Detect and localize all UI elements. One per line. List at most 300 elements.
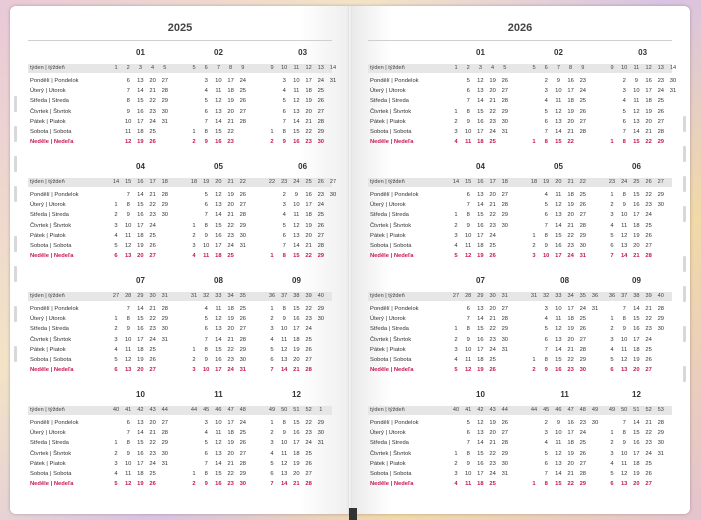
week-label: týden | týždeň [30, 293, 65, 299]
date-cell: 14 [215, 460, 222, 467]
date-cell: 29 [657, 192, 665, 198]
date-cell: 15 [633, 430, 640, 437]
page-edge-tab [683, 256, 686, 272]
date-cell: 3 [114, 460, 118, 467]
date-cell: 15 [477, 212, 484, 219]
date-cell: 3 [454, 129, 458, 135]
weekday-label: Středa | Streda [370, 326, 409, 333]
date-cell: 9 [622, 202, 626, 209]
date-cell: 27 [645, 243, 652, 249]
date-cell: 16 [137, 450, 144, 457]
date-cell: 1 [270, 420, 274, 426]
weekday-label: Pátek | Piatok [370, 232, 406, 239]
sunday-date: 5 [454, 367, 458, 374]
date-cell: 16 [215, 357, 222, 363]
date-cell: 14 [137, 88, 144, 95]
date-cell: 10 [124, 336, 132, 343]
date-cell: 18 [633, 346, 640, 353]
date-cell: 6 [544, 460, 548, 467]
date-cell: 22 [149, 202, 156, 209]
date-cell: 30 [239, 357, 247, 363]
week-number: 10 [281, 65, 288, 71]
date-cell: 6 [204, 202, 208, 209]
date-cell: 28 [161, 430, 169, 437]
week-label: týden | týždeň [370, 407, 405, 413]
date-cell: 6 [544, 212, 548, 219]
date-cell: 18 [633, 222, 640, 229]
date-cell: 11 [633, 98, 640, 105]
sunday-date: 1 [610, 139, 614, 146]
sunday-date: 1 [532, 481, 536, 488]
date-cell: 5 [204, 192, 208, 198]
date-cell: 28 [501, 98, 509, 105]
date-cell: 5 [204, 440, 208, 447]
date-cell: 8 [204, 222, 208, 229]
date-cell: 20 [227, 326, 234, 333]
date-cell: 1 [270, 306, 274, 312]
week-number-row [28, 178, 337, 187]
date-cell: 27 [161, 420, 169, 426]
month-number: 09 [292, 276, 301, 285]
date-cell: 9 [622, 440, 626, 447]
sunday-date: 3 [532, 253, 536, 260]
date-cell: 23 [645, 202, 652, 209]
date-cell: 17 [567, 88, 574, 95]
weekday-label: Pátek | Piatok [30, 460, 66, 467]
month-number: 06 [298, 162, 308, 171]
weekday-label: Pondělí | Pondelok [30, 192, 79, 198]
date-cell: 26 [501, 78, 509, 84]
quarter-block [368, 278, 672, 396]
date-cell: 6 [466, 430, 470, 437]
date-cell: 28 [657, 129, 665, 135]
week-number: 25 [305, 179, 312, 185]
date-cell: 20 [645, 118, 652, 125]
date-cell: 7 [466, 98, 470, 105]
date-cell: 24 [149, 460, 156, 467]
week-number: 39 [305, 293, 312, 299]
date-cell: 10 [124, 222, 132, 229]
date-cell: 7 [204, 118, 208, 125]
date-cell: 18 [633, 460, 640, 467]
year-divider [368, 40, 672, 41]
date-cell: 25 [149, 471, 156, 477]
date-cell: 4 [114, 471, 118, 477]
week-number: 15 [465, 179, 472, 185]
page-edge-tab [14, 186, 17, 202]
date-cell: 3 [544, 430, 548, 437]
date-cell: 14 [215, 336, 222, 343]
date-cell: 14 [555, 346, 562, 353]
sunday-date: 9 [204, 139, 208, 146]
date-cell: 21 [489, 98, 496, 105]
date-cell: 24 [227, 243, 234, 249]
date-cell: 14 [477, 202, 484, 209]
date-cell: 17 [137, 336, 144, 343]
date-cell: 2 [454, 336, 458, 343]
date-cell: 29 [501, 108, 509, 115]
date-cell: 19 [489, 420, 496, 426]
week-number: 7 [556, 65, 560, 71]
date-cell: 28 [579, 346, 587, 353]
sunday-date: 12 [124, 139, 132, 146]
date-cell: 7 [126, 306, 130, 312]
date-cell: 27 [239, 202, 247, 209]
date-cell: 9 [466, 336, 470, 343]
date-cell: 31 [501, 129, 509, 135]
date-cell: 1 [192, 346, 196, 353]
date-cell: 2 [192, 357, 196, 363]
weekday-label: Čtvrtek | Štvrtok [30, 450, 72, 457]
week-number: 12 [305, 65, 312, 71]
sunday-date: 28 [305, 481, 312, 488]
week-number: 1 [454, 65, 458, 71]
sunday-date: 6 [610, 367, 614, 374]
date-cell: 19 [633, 357, 640, 363]
week-number: 29 [477, 293, 484, 299]
date-cell: 26 [305, 346, 312, 353]
date-cell: 8 [126, 440, 130, 447]
date-cell: 31 [669, 88, 677, 95]
date-cell: 25 [149, 346, 156, 353]
sunday-date: 15 [633, 139, 640, 146]
date-cell: 29 [579, 357, 587, 363]
date-cell: 14 [555, 129, 562, 135]
sunday-date: 26 [149, 481, 156, 488]
month-number: 08 [560, 276, 570, 285]
date-cell: 2 [544, 420, 548, 426]
date-cell: 26 [149, 357, 156, 363]
date-cell: 31 [501, 471, 509, 477]
date-cell: 5 [270, 346, 274, 353]
month-number: 06 [632, 162, 641, 171]
date-cell: 13 [293, 108, 300, 115]
date-cell: 24 [149, 222, 156, 229]
week-number-row [28, 406, 332, 415]
date-cell: 27 [305, 471, 312, 477]
date-cell: 10 [555, 306, 562, 312]
week-number: 40 [452, 407, 460, 413]
date-cell: 6 [126, 420, 130, 426]
date-cell: 31 [239, 243, 247, 249]
week-number: 35 [239, 293, 246, 299]
weekday-label: Pátek | Piatok [370, 118, 406, 125]
sunday-date: 8 [282, 253, 286, 260]
week-number: 2 [126, 65, 130, 71]
date-cell: 24 [317, 78, 325, 84]
week-number: 46 [555, 407, 562, 413]
date-cell: 4 [204, 306, 208, 312]
date-cell: 26 [317, 222, 325, 229]
date-cell: 5 [622, 108, 626, 115]
date-cell: 6 [622, 118, 626, 125]
month-number: 04 [136, 162, 145, 171]
date-cell: 28 [501, 202, 509, 209]
date-cell: 6 [466, 192, 470, 198]
week-number: 36 [591, 293, 599, 299]
week-number: 31 [501, 293, 508, 299]
date-cell: 15 [477, 450, 484, 457]
week-number: 6 [204, 65, 208, 71]
date-cell: 20 [567, 336, 574, 343]
date-cell: 16 [633, 202, 640, 209]
date-cell: 8 [544, 357, 548, 363]
sunday-date: 30 [579, 367, 587, 374]
date-cell: 21 [149, 192, 156, 198]
weekday-label: Pondělí | Pondelok [30, 78, 79, 84]
weekday-label: Pondělí | Pondelok [370, 420, 419, 426]
sunday-date: 12 [464, 253, 472, 260]
date-cell: 29 [317, 306, 325, 312]
sunday-date: 22 [567, 481, 574, 488]
sunday-date: 19 [477, 253, 484, 260]
sunday-label: Neděle | Nedeľa [30, 367, 74, 374]
week-label: týden | týždeň [30, 179, 65, 185]
date-cell: 19 [305, 98, 312, 105]
date-cell: 20 [305, 232, 312, 239]
date-cell: 30 [591, 420, 599, 426]
date-cell: 1 [192, 471, 196, 477]
week-number: 34 [227, 293, 234, 299]
date-cell: 18 [567, 316, 574, 323]
date-cell: 22 [149, 316, 156, 323]
month-number: 02 [214, 48, 223, 57]
date-cell: 6 [466, 306, 470, 312]
date-cell: 13 [215, 450, 222, 457]
sunday-date: 25 [489, 481, 496, 488]
week-number-row [368, 292, 672, 301]
week-number: 13 [317, 65, 324, 71]
weekday-label: Sobota | Sobota [30, 471, 72, 477]
date-cell: 6 [466, 88, 470, 95]
date-cell: 26 [239, 192, 247, 198]
date-cell: 30 [239, 232, 247, 239]
date-cell: 18 [567, 192, 574, 198]
date-cell: 5 [466, 420, 470, 426]
date-cell: 11 [293, 88, 300, 95]
sunday-date: 23 [567, 367, 574, 374]
week-number: 5 [163, 65, 167, 71]
date-cell: 28 [501, 316, 509, 323]
week-number: 4 [491, 65, 495, 71]
date-cell: 12 [124, 243, 132, 249]
date-cell: 25 [149, 129, 156, 135]
week-number: 48 [579, 407, 586, 413]
date-cell: 12 [293, 222, 300, 229]
date-cell: 12 [215, 316, 222, 323]
bookmark-ribbon[interactable] [349, 508, 357, 520]
date-cell: 27 [161, 78, 169, 84]
sunday-date: 16 [293, 139, 300, 146]
date-cell: 26 [305, 460, 312, 467]
date-cell: 16 [477, 336, 484, 343]
date-cell: 5 [282, 222, 286, 229]
date-cell: 18 [137, 129, 144, 135]
date-cell: 6 [610, 243, 614, 249]
date-cell: 10 [464, 346, 472, 353]
date-cell: 27 [317, 232, 325, 239]
date-cell: 26 [239, 98, 247, 105]
week-number: 12 [645, 65, 652, 71]
date-cell: 19 [633, 232, 640, 239]
date-cell: 12 [215, 192, 222, 198]
date-cell: 9 [294, 192, 298, 198]
date-cell: 29 [317, 420, 325, 426]
date-cell: 9 [466, 118, 470, 125]
sunday-date: 8 [544, 139, 548, 146]
date-cell: 1 [270, 129, 274, 135]
date-cell: 7 [466, 316, 470, 323]
week-number: 27 [452, 293, 460, 299]
week-number: 43 [489, 407, 496, 413]
date-cell: 16 [477, 222, 484, 229]
date-cell: 7 [466, 202, 470, 209]
weekday-label: Úterý | Utorok [30, 88, 66, 95]
week-number: 18 [530, 179, 538, 185]
date-cell: 19 [137, 357, 144, 363]
sunday-date: 11 [465, 481, 472, 488]
sunday-date: 27 [149, 253, 156, 260]
date-cell: 5 [270, 460, 274, 467]
week-number: 14 [669, 65, 677, 71]
date-cell: 3 [622, 88, 626, 95]
date-cell: 11 [555, 192, 562, 198]
date-cell: 21 [567, 346, 574, 353]
date-cell: 11 [555, 316, 562, 323]
month-number: 03 [298, 48, 308, 57]
date-cell: 8 [204, 346, 208, 353]
date-cell: 29 [657, 430, 665, 437]
date-cell: 21 [227, 460, 234, 467]
date-cell: 4 [454, 243, 458, 249]
date-cell: 2 [610, 202, 614, 209]
date-cell: 30 [161, 450, 169, 457]
date-cell: 10 [293, 78, 300, 84]
week-number: 39 [645, 293, 652, 299]
sunday-date: 13 [124, 253, 132, 260]
week-number: 52 [645, 407, 652, 413]
sunday-date: 21 [293, 481, 300, 488]
week-number-row [28, 292, 332, 301]
weekday-label: Středa | Streda [370, 98, 409, 105]
quarter-block [368, 164, 672, 282]
date-cell: 21 [305, 118, 312, 125]
sunday-date: 27 [149, 367, 156, 374]
month-number: 01 [476, 48, 485, 57]
date-cell: 19 [567, 326, 574, 333]
week-number: 15 [125, 179, 132, 185]
week-number: 9 [610, 65, 614, 71]
quarter-block [28, 278, 332, 396]
date-cell: 11 [281, 450, 288, 457]
date-cell: 14 [293, 243, 300, 249]
date-cell: 30 [501, 460, 509, 467]
sunday-date: 9 [204, 481, 208, 488]
date-cell: 23 [305, 316, 312, 323]
date-cell: 3 [454, 232, 458, 239]
date-cell: 29 [317, 129, 325, 135]
date-cell: 13 [555, 460, 562, 467]
quarter-block [28, 162, 337, 282]
week-number: 27 [329, 179, 337, 185]
week-number: 36 [608, 293, 616, 299]
sunday-date: 21 [633, 253, 640, 260]
date-cell: 8 [622, 430, 626, 437]
date-cell: 2 [610, 440, 614, 447]
date-cell: 24 [489, 471, 496, 477]
date-cell: 15 [555, 357, 562, 363]
date-cell: 8 [544, 232, 548, 239]
date-cell: 31 [317, 440, 325, 447]
sunday-date: 19 [137, 139, 144, 146]
date-cell: 13 [633, 118, 640, 125]
date-cell: 13 [215, 202, 222, 209]
date-cell: 3 [544, 306, 548, 312]
date-cell: 5 [204, 316, 208, 323]
date-cell: 27 [501, 430, 509, 437]
date-cell: 4 [282, 88, 286, 95]
date-cell: 14 [477, 440, 484, 447]
date-cell: 17 [305, 78, 312, 84]
date-cell: 3 [270, 440, 274, 447]
date-cell: 30 [317, 430, 325, 437]
date-cell: 11 [125, 129, 132, 135]
date-cell: 19 [567, 450, 574, 457]
date-cell: 16 [555, 243, 562, 249]
date-cell: 2 [114, 326, 118, 333]
date-cell: 11 [215, 88, 222, 95]
week-number: 41 [465, 407, 472, 413]
planner-spread [10, 6, 690, 514]
date-cell: 8 [622, 192, 626, 198]
week-number: 17 [489, 179, 496, 185]
date-cell: 2 [114, 450, 118, 457]
sunday-date: 14 [280, 481, 288, 488]
week-number: 37 [621, 293, 628, 299]
date-cell: 12 [555, 450, 562, 457]
date-cell: 18 [293, 450, 300, 457]
date-cell: 15 [633, 316, 640, 323]
weekday-label: Sobota | Sobota [30, 357, 72, 363]
date-cell: 21 [227, 212, 234, 219]
sunday-date: 13 [124, 367, 132, 374]
page-edge-tab [14, 96, 17, 112]
date-cell: 28 [239, 212, 247, 219]
date-cell: 28 [317, 118, 325, 125]
week-number: 28 [465, 293, 472, 299]
weekday-label: Úterý | Utorok [30, 316, 66, 323]
date-cell: 22 [645, 192, 652, 198]
date-cell: 1 [454, 326, 458, 333]
date-cell: 4 [204, 430, 208, 437]
week-label: týden | týždeň [370, 65, 405, 71]
week-number: 25 [633, 179, 640, 185]
date-cell: 15 [137, 98, 144, 105]
sunday-date: 20 [633, 367, 640, 374]
weekday-label: Středa | Streda [30, 212, 69, 219]
date-cell: 5 [466, 78, 470, 84]
date-cell: 3 [270, 326, 274, 333]
date-cell: 16 [633, 326, 640, 333]
date-cell: 25 [657, 98, 665, 105]
date-cell: 17 [567, 430, 574, 437]
date-cell: 16 [477, 460, 484, 467]
sunday-date: 19 [477, 367, 484, 374]
date-cell: 21 [567, 222, 574, 229]
date-cell: 2 [610, 326, 614, 333]
date-cell: 22 [227, 222, 234, 229]
date-cell: 23 [579, 420, 587, 426]
